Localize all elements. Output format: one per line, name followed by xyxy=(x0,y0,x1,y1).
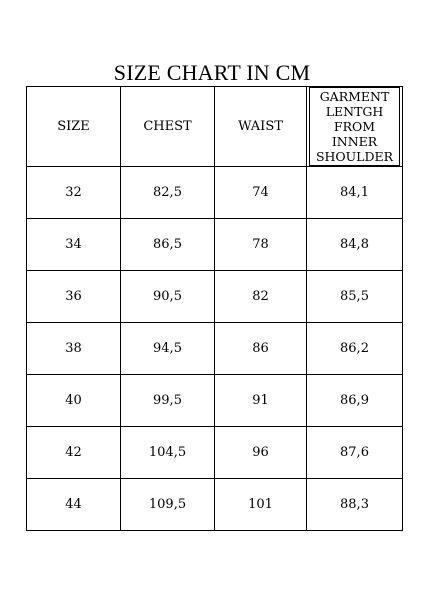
header-chest: CHEST xyxy=(121,87,215,167)
table-row xyxy=(27,219,403,271)
table-row xyxy=(27,167,403,219)
cell-size: 36 xyxy=(27,271,121,323)
cell-chest: 104,5 xyxy=(121,427,215,479)
header-row xyxy=(27,87,403,167)
garment-length-label xyxy=(309,87,400,166)
garment-length-line: SHOULDER xyxy=(315,149,394,164)
table-row xyxy=(27,479,403,531)
cell-size: 32 xyxy=(27,167,121,219)
cell-waist: 96 xyxy=(215,427,307,479)
cell-size: 40 xyxy=(27,375,121,427)
cell-garment-length: 87,6 xyxy=(307,427,403,479)
cell-waist: 82 xyxy=(215,271,307,323)
cell-waist: 86 xyxy=(215,323,307,375)
page-title: SIZE CHART IN CM xyxy=(113,60,311,85)
cell-garment-length: 85,5 xyxy=(307,271,403,323)
cell-garment-length: 88,3 xyxy=(307,479,403,531)
garment-length-line: LENTGH xyxy=(325,104,384,119)
cell-chest: 99,5 xyxy=(121,375,215,427)
cell-waist: 78 xyxy=(215,219,307,271)
cell-garment-length: 84,8 xyxy=(307,219,403,271)
cell-chest: 90,5 xyxy=(121,271,215,323)
garment-length-line: FROM INNER xyxy=(331,119,378,149)
cell-waist: 91 xyxy=(215,375,307,427)
cell-garment-length: 86,9 xyxy=(307,375,403,427)
cell-chest: 109,5 xyxy=(121,479,215,531)
header-waist: WAIST xyxy=(215,87,307,167)
size-chart-table xyxy=(26,86,403,531)
garment-length-line: GARMENT xyxy=(319,89,390,104)
header-size: SIZE xyxy=(27,87,121,167)
cell-chest: 82,5 xyxy=(121,167,215,219)
header-garment-length xyxy=(307,87,403,167)
cell-chest: 94,5 xyxy=(121,323,215,375)
table-row xyxy=(27,427,403,479)
cell-waist: 101 xyxy=(215,479,307,531)
cell-size: 42 xyxy=(27,427,121,479)
cell-size: 38 xyxy=(27,323,121,375)
cell-waist: 74 xyxy=(215,167,307,219)
cell-chest: 86,5 xyxy=(121,219,215,271)
cell-size: 44 xyxy=(27,479,121,531)
table-row xyxy=(27,375,403,427)
cell-garment-length: 84,1 xyxy=(307,167,403,219)
table-row xyxy=(27,323,403,375)
cell-size: 34 xyxy=(27,219,121,271)
cell-garment-length: 86,2 xyxy=(307,323,403,375)
table-row xyxy=(27,271,403,323)
